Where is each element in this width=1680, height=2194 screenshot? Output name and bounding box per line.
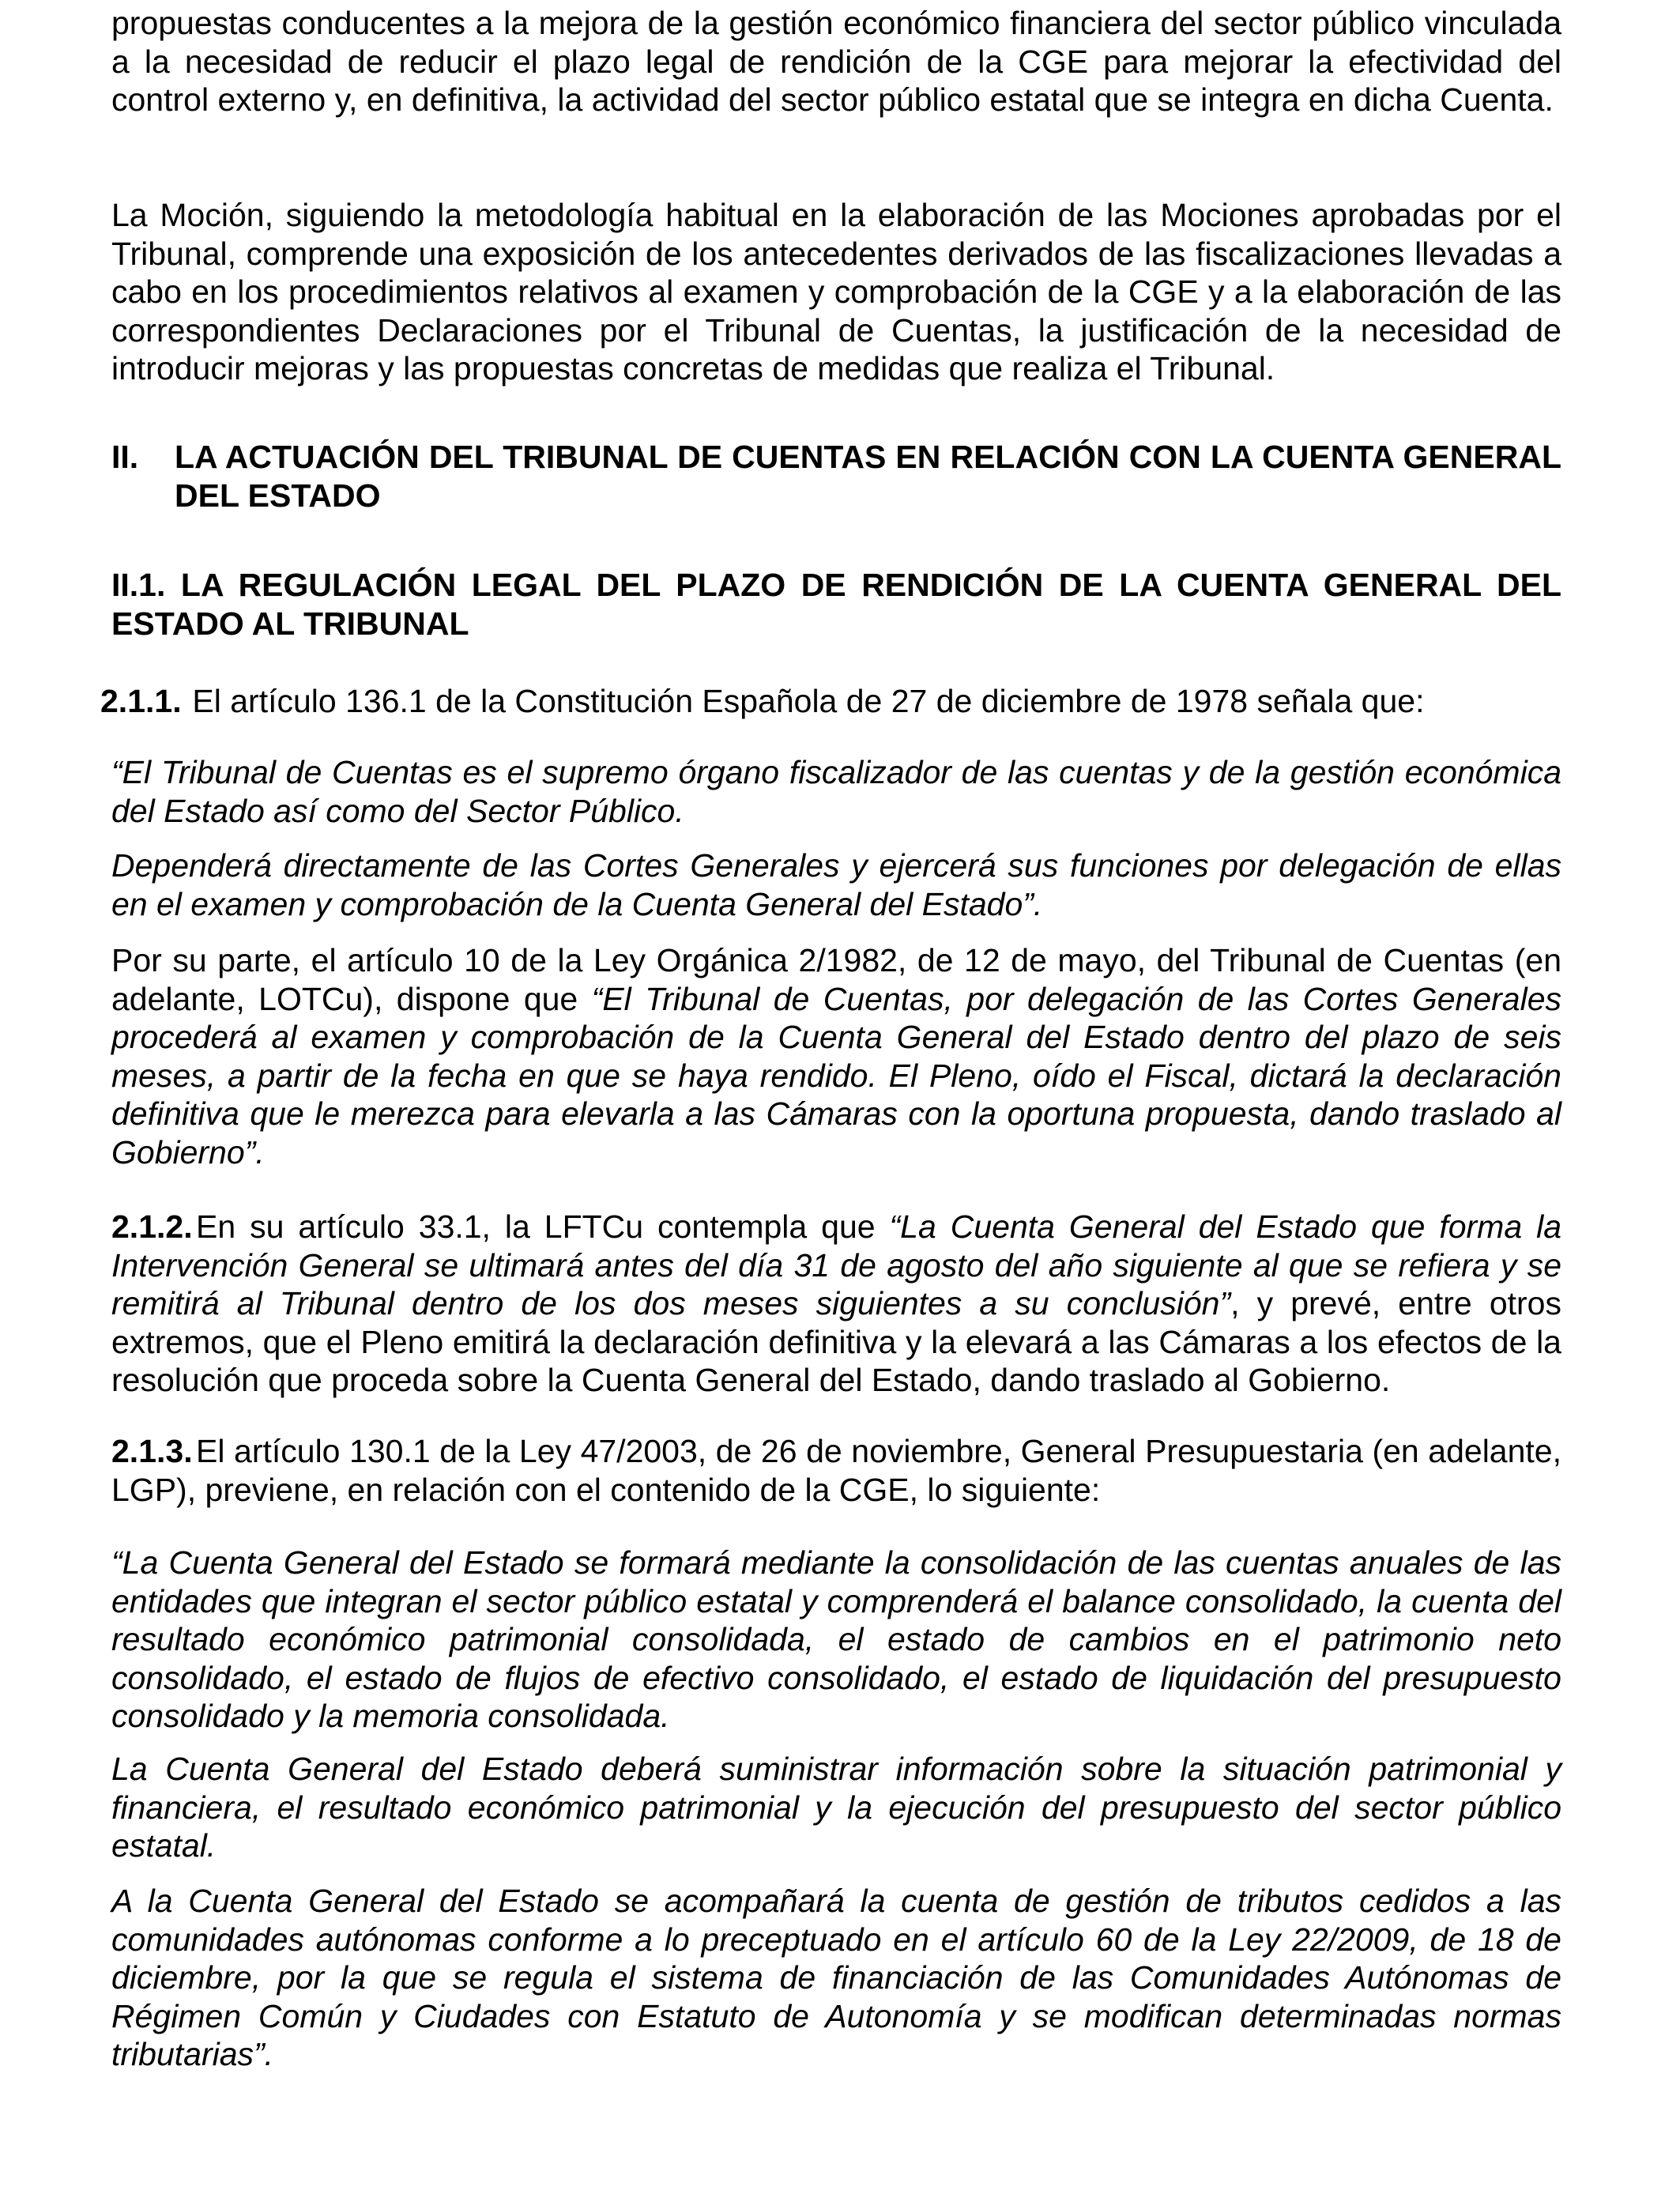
quote-lotcu: “El Tribunal de Cuentas, por delegación de las Cortes Generales procederá al examen y comprobación de la Cuenta General del Estado dentro del plazo de seis meses, a partir de la fecha en que se haya rendido. El Pleno, oído el Fiscal, dictará la declaración definitiva que le merezca para elevarla a las Cámaras con la oportuna propuesta, dando traslado al Gobierno”.: [111, 980, 1561, 1171]
item-number: 2.1.3.: [111, 1433, 193, 1469]
paragraph-text: Por su parte, el artículo 10 de la Ley Orgánica 2/1982, de 12 de mayo, del Tribunal de Cuentas (en adelante, LOTCu), dispone que: [111, 942, 1561, 1017]
item-2-1-3: [111, 1432, 1561, 1509]
section-title: LA ACTUACIÓN DEL TRIBUNAL DE CUENTAS EN RELACIÓN CON LA CUENTA GENERAL DEL ESTADO: [175, 439, 1561, 514]
paragraph-mocion-description: La Moción, siguiendo la metodología habitual en la elaboración de las Mociones aprobadas por el Tribunal, comprende una exposición de los antecedentes derivados de las fiscalizaciones llevadas a cabo en los procedimientos relativos al examen y comprobación de la CGE y a la elaboración de las correspondientes Declaraciones por el Tribunal de Cuentas, la justificación de la necesidad de introducir mejoras y las propuestas concretas de medidas que realiza el Tribunal.: [111, 197, 1561, 386]
item-text: En su artículo 33.1, la LFTCu contempla que: [196, 1208, 890, 1245]
quote-lgp-3: A la Cuenta General del Estado se acompañará la cuenta de gestión de tributos cedidos a las comunidades autónomas conforme a lo preceptuado en el artículo 60 de la Ley 22/2009, de 18 de diciembre, por la que se regula el sistema de financiación de las Comunidades Autónomas de Régimen Común y Ciudades con Estatuto de Autonomía y se modifican determinadas normas tributarias”.: [111, 1883, 1561, 2072]
paragraph-lotcu: [111, 941, 1561, 1171]
quote-lgp-1: “La Cuenta General del Estado se formará mediante la consolidación de las cuentas anuales de las entidades que integran el sector público estatal y comprenderá el balance consolidado, la cuenta del resultado económico patrimonial consolidada, el estado de cambios en el patrimonio neto consolidado, el estado de flujos de efectivo consolidado, el estado de liquidación del presupuesto consolidado y la memoria consolidada.: [111, 1544, 1561, 1734]
paragraph-intro-continuation: propuestas conducentes a la mejora de la gestión económico financiera del sector público vinculada a la necesidad de reducir el plazo legal de rendición de la CGE para mejorar la efectividad del control externo y, en definitiva, la actividad del sector público estatal que se integra en dicha Cuenta.: [111, 5, 1561, 118]
quote-lftcu: “La Cuenta General del Estado que forma la Intervención General se ultimará antes del día 31 de agosto del año siguiente al que se refiera y se remitirá al Tribunal dentro de los dos meses siguientes a su conclusión”: [111, 1208, 1561, 1321]
subsection-title: II.1. LA REGULACIÓN LEGAL DEL PLAZO DE RENDICIÓN DE LA CUENTA GENERAL DEL ESTADO AL TRIBUNAL: [111, 567, 1561, 642]
quote-constitution-1: “El Tribunal de Cuentas es el supremo órgano fiscalizador de las cuentas y de la gestión económica del Estado así como del Sector Público.: [111, 754, 1561, 829]
item-number: 2.1.1.: [100, 683, 182, 719]
item-2-1-2: [111, 1208, 1561, 1400]
item-number: 2.1.2.: [111, 1208, 193, 1245]
section-number: II.: [111, 439, 139, 475]
quote-lgp-2: La Cuenta General del Estado deberá suministrar información sobre la situación patrimonial y financiera, el resultado económico patrimonial y la ejecución del presupuesto del sector público estatal.: [111, 1751, 1561, 1864]
item-text: El artículo 136.1 de la Constitución Española de 27 de diciembre de 1978 señala que:: [192, 683, 1425, 719]
item-text-continued: , y prevé, entre otros extremos, que el Pleno emitirá la declaración definitiva y la elevará a las Cámaras a los efectos de la resolución que proceda sobre la Cuenta General del Estado, dando traslado al Gobierno.: [111, 1285, 1561, 1398]
item-2-1-1: [100, 682, 1561, 721]
quote-constitution-2: Dependerá directamente de las Cortes Generales y ejercerá sus funciones por delegación de ellas en el examen y comprobación de la Cuenta General del Estado”.: [111, 847, 1561, 922]
item-text: El artículo 130.1 de la Ley 47/2003, de 26 de noviembre, General Presupuestaria (en adelante, LGP), previene, en relación con el contenido de la CGE, lo siguiente:: [111, 1433, 1561, 1508]
